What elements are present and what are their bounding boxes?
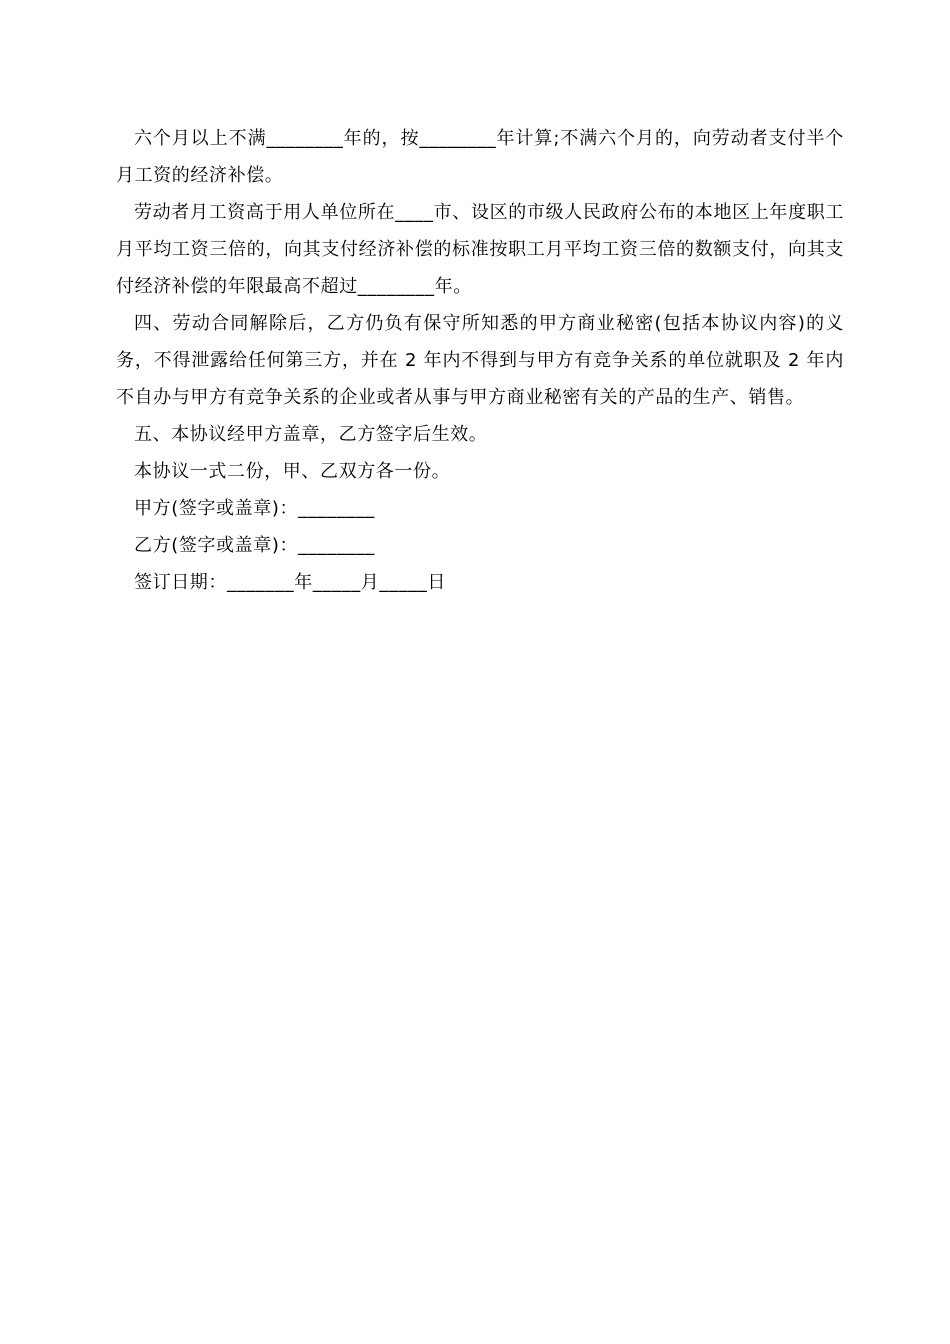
paragraph-effective: 五、本协议经甲方盖章，乙方签字后生效。 (134, 424, 488, 445)
paragraph-copies: 本协议一式二份，甲、乙双方各一份。 (134, 461, 451, 482)
paragraph-confidentiality: 四、劳动合同解除后，乙方仍负有保守所知悉的甲方商业秘密(包括本协议内容)的义务，不得泄露给任何第三方，并在 2 年内不得到与甲方有竞争关系的单位就职及 2 年内不自办与甲方有竞争关系的企业或者从事与甲方商业秘密有关的产品的生产、销售。 (116, 313, 844, 408)
document-body (116, 120, 844, 601)
paragraph-compensation-period: 六个月以上不满________年的，按________年计算;不满六个月的，向劳动者支付半个月工资的经济补偿。 (116, 128, 844, 186)
signature-party-a: 甲方(签字或盖章)：________ (134, 498, 375, 519)
signature-party-b: 乙方(签字或盖章)：________ (134, 535, 375, 556)
paragraph-compensation-cap: 劳动者月工资高于用人单位所在____市、设区的市级人民政府公布的本地区上年度职工月平均工资三倍的，向其支付经济补偿的标准按职工月平均工资三倍的数额支付，向其支付经济补偿的年限最高不超过________年。 (116, 202, 844, 297)
signature-date: 签订日期：_______年_____月_____日 (134, 572, 446, 593)
